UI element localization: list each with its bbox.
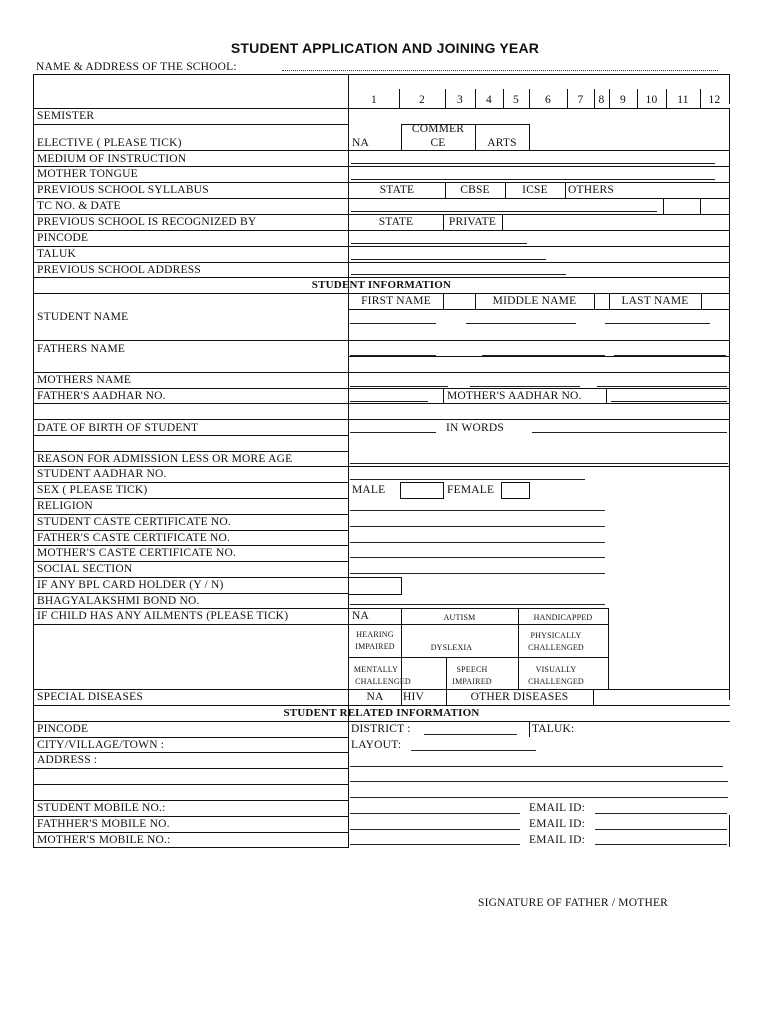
student-caste-field[interactable]	[350, 526, 605, 527]
label-taluk: TALUK	[37, 248, 77, 260]
ailment-physically-line-2: CHALLENGED	[528, 643, 584, 652]
grade-6-cell[interactable]: 6	[545, 94, 551, 106]
female-checkbox[interactable]	[501, 482, 530, 499]
label-religion: RELIGION	[37, 500, 93, 512]
recognized-option-private[interactable]: PRIVATE	[448, 216, 497, 228]
section-related-info: STUDENT RELATED INFORMATION	[283, 707, 480, 719]
label-tc: TC NO. & DATE	[37, 200, 121, 212]
father-middle-name-field[interactable]	[482, 355, 605, 356]
label-mother-caste: MOTHER'S CASTE CERTIFICATE NO.	[37, 547, 237, 559]
father-mobile-field[interactable]	[350, 829, 520, 830]
label-district: DISTRICT :	[351, 723, 411, 735]
bpl-field[interactable]	[348, 577, 402, 595]
special-disease-option-na[interactable]: NA	[366, 691, 384, 703]
section-student-info: STUDENT INFORMATION	[311, 279, 452, 291]
label-semister: SEMISTER	[37, 110, 95, 122]
ailment-speech-line-1: SPEECH	[456, 665, 488, 674]
signature-label: SIGNATURE OF FATHER / MOTHER	[478, 897, 669, 909]
label-in-words: IN WORDS	[446, 422, 504, 434]
mother-aadhar-field[interactable]	[611, 401, 727, 402]
grade-3-cell[interactable]: 3	[457, 94, 463, 106]
ailment-option-autism[interactable]: AUTISM	[443, 613, 476, 622]
school-name-field[interactable]	[282, 70, 718, 71]
grade-12-cell[interactable]: 12	[708, 94, 721, 106]
label-ailments: IF CHILD HAS ANY AILMENTS (PLEASE TICK)	[37, 610, 289, 622]
dob-field[interactable]	[350, 432, 436, 433]
header-first-name: FIRST NAME	[361, 295, 431, 307]
elective-option-na[interactable]: NA	[352, 137, 370, 149]
ailment-option-dyslexia[interactable]: DYSLEXIA	[430, 643, 473, 652]
special-disease-option-hiv[interactable]: HIV	[403, 691, 425, 703]
mother-mobile-field[interactable]	[350, 844, 520, 845]
ailment-visually-line-1: VISUALLY	[535, 665, 577, 674]
special-disease-option-other[interactable]: OTHER DISEASES	[470, 691, 569, 703]
label-student-aadhar: STUDENT AADHAR NO.	[37, 468, 167, 480]
label-pincode-2: PINCODE	[37, 723, 89, 735]
label-recognized: PREVIOUS SCHOOL IS RECOGNIZED BY	[37, 216, 257, 228]
religion-field[interactable]	[350, 510, 605, 511]
label-email-mother: EMAIL ID:	[529, 834, 585, 846]
mother-email-field[interactable]	[595, 844, 727, 845]
grade-8-cell[interactable]: 8	[598, 94, 605, 106]
student-aadhar-field[interactable]	[350, 479, 585, 480]
father-caste-field[interactable]	[350, 542, 605, 543]
father-first-name-field[interactable]	[350, 355, 436, 356]
student-first-name-field[interactable]	[350, 323, 436, 324]
dob-words-field[interactable]	[532, 432, 727, 433]
label-taluk-2: TALUK:	[532, 723, 575, 735]
grade-4-cell[interactable]: 4	[486, 94, 492, 106]
grade-7-cell[interactable]: 7	[577, 94, 584, 106]
mother-first-name-field[interactable]	[350, 386, 448, 387]
syllabus-option-state[interactable]: STATE	[379, 184, 415, 196]
label-student-mobile: STUDENT MOBILE NO.:	[37, 802, 166, 814]
label-prev-address: PREVIOUS SCHOOL ADDRESS	[37, 264, 201, 276]
label-prev-syllabus: PREVIOUS SCHOOL SYLLABUS	[37, 184, 209, 196]
label-dob: DATE OF BIRTH OF STUDENT	[37, 422, 199, 434]
address-line-1[interactable]	[350, 766, 723, 767]
recognized-option-state[interactable]: STATE	[378, 216, 414, 228]
ailment-option-handicapped[interactable]: HANDICAPPED	[533, 613, 593, 622]
ailment-option-physically-challenged[interactable]	[518, 631, 608, 653]
ailment-option-speech-impaired[interactable]	[446, 665, 498, 687]
ailment-hearing-line-1: HEARING	[356, 630, 394, 639]
label-elective: ELECTIVE ( PLEASE TICK)	[37, 137, 182, 149]
school-name-label: NAME & ADDRESS OF THE SCHOOL:	[36, 61, 237, 73]
taluk-field[interactable]	[351, 259, 546, 260]
label-bpl: IF ANY BPL CARD HOLDER (Y / N)	[37, 579, 224, 591]
tc-field[interactable]	[351, 211, 657, 212]
address-line-2[interactable]	[350, 781, 728, 782]
male-checkbox[interactable]	[400, 482, 444, 499]
prev-address-field[interactable]	[351, 274, 566, 275]
father-email-field[interactable]	[595, 829, 727, 830]
ailment-hearing-line-2: IMPAIRED	[355, 642, 395, 651]
elective-option-commerce[interactable]: COMMER	[411, 123, 465, 135]
syllabus-option-cbse[interactable]: CBSE	[460, 184, 490, 196]
syllabus-option-others[interactable]: OTHERS	[568, 184, 614, 196]
ailment-mentally-line-1: MENTALLY	[353, 665, 399, 674]
student-middle-name-field[interactable]	[466, 323, 576, 324]
label-mother-tongue: MOTHER TONGUE	[37, 168, 138, 180]
mother-caste-field[interactable]	[350, 557, 605, 558]
social-section-field[interactable]	[350, 573, 605, 574]
ailment-physically-line-1: PHYSICALLY	[530, 631, 582, 640]
district-field[interactable]	[424, 734, 517, 735]
label-medium: MEDIUM OF INSTRUCTION	[37, 153, 187, 165]
mother-middle-name-field[interactable]	[470, 386, 580, 387]
ailment-option-hearing-impaired[interactable]	[349, 630, 401, 652]
student-mobile-field[interactable]	[350, 813, 520, 814]
grade-9-cell[interactable]: 9	[620, 94, 626, 106]
header-last-name: LAST NAME	[621, 295, 689, 307]
label-city: CITY/VILLAGE/TOWN :	[37, 739, 165, 751]
label-special-diseases: SPECIAL DISEASES	[37, 691, 143, 703]
ailment-speech-line-2: IMPAIRED	[452, 677, 492, 686]
label-mother-mobile: MOTHER'S MOBILE NO.:	[37, 834, 171, 846]
label-father-aadhar: FATHER'S AADHAR NO.	[37, 390, 166, 402]
label-student-name: STUDENT NAME	[37, 311, 129, 323]
label-reason-age: REASON FOR ADMISSION LESS OR MORE AGE	[37, 453, 293, 465]
father-last-name-field[interactable]	[614, 355, 726, 356]
sex-option-male: MALE	[352, 484, 386, 496]
ailment-option-visually-challenged[interactable]	[518, 665, 608, 687]
father-aadhar-field[interactable]	[350, 401, 428, 402]
label-sex: SEX ( PLEASE TICK)	[37, 484, 148, 496]
mother-tongue-field[interactable]	[351, 179, 715, 180]
grade-1-cell[interactable]: 1	[371, 94, 377, 106]
address-line-3[interactable]	[350, 797, 728, 798]
label-pincode: PINCODE	[37, 232, 89, 244]
sex-option-female: FEMALE	[447, 484, 495, 496]
grade-2-cell[interactable]: 2	[419, 94, 425, 106]
label-social-section: SOCIAL SECTION	[37, 563, 133, 575]
student-email-field[interactable]	[595, 813, 727, 814]
mother-last-name-field[interactable]	[597, 386, 727, 387]
label-father-mobile: FATHHER'S MOBILE NO.	[37, 818, 170, 830]
label-address: ADDRESS :	[37, 754, 98, 766]
reason-age-field[interactable]	[350, 463, 728, 464]
header-middle-name: MIDDLE NAME	[492, 295, 577, 307]
ailment-option-na[interactable]: NA	[352, 610, 370, 622]
label-bhagyalakshmi: BHAGYALAKSHMI BOND NO.	[37, 595, 200, 607]
ailment-mentally-line-2: CHALLENGED	[355, 677, 411, 686]
pincode-field[interactable]	[351, 243, 527, 244]
label-email-student: EMAIL ID:	[529, 802, 585, 814]
label-mother-aadhar: MOTHER'S AADHAR NO.	[447, 390, 582, 402]
label-email-father: EMAIL ID:	[529, 818, 585, 830]
page-title: STUDENT APPLICATION AND JOINING YEAR	[230, 40, 540, 56]
grade-10-cell[interactable]: 10	[645, 94, 658, 106]
student-last-name-field[interactable]	[605, 323, 710, 324]
label-layout: LAYOUT:	[351, 739, 402, 751]
elective-option-arts[interactable]: ARTS	[487, 137, 517, 149]
bhagyalakshmi-field[interactable]	[350, 604, 605, 605]
grade-11-cell[interactable]: 11	[677, 94, 689, 106]
elective-option-commerce-2: CE	[430, 137, 446, 149]
syllabus-option-icse[interactable]: ICSE	[522, 184, 548, 196]
label-fathers-name: FATHERS NAME	[37, 343, 126, 355]
layout-field[interactable]	[411, 750, 536, 751]
label-father-caste: FATHER'S CASTE CERTIFICATE NO.	[37, 532, 231, 544]
label-mothers-name: MOTHERS NAME	[37, 374, 132, 386]
label-student-caste: STUDENT CASTE CERTIFICATE NO.	[37, 516, 232, 528]
ailment-option-mentally-challenged[interactable]	[349, 665, 446, 687]
grade-5-cell[interactable]: 5	[513, 94, 519, 106]
ailment-visually-line-2: CHALLENGED	[528, 677, 584, 686]
medium-field[interactable]	[351, 163, 715, 164]
